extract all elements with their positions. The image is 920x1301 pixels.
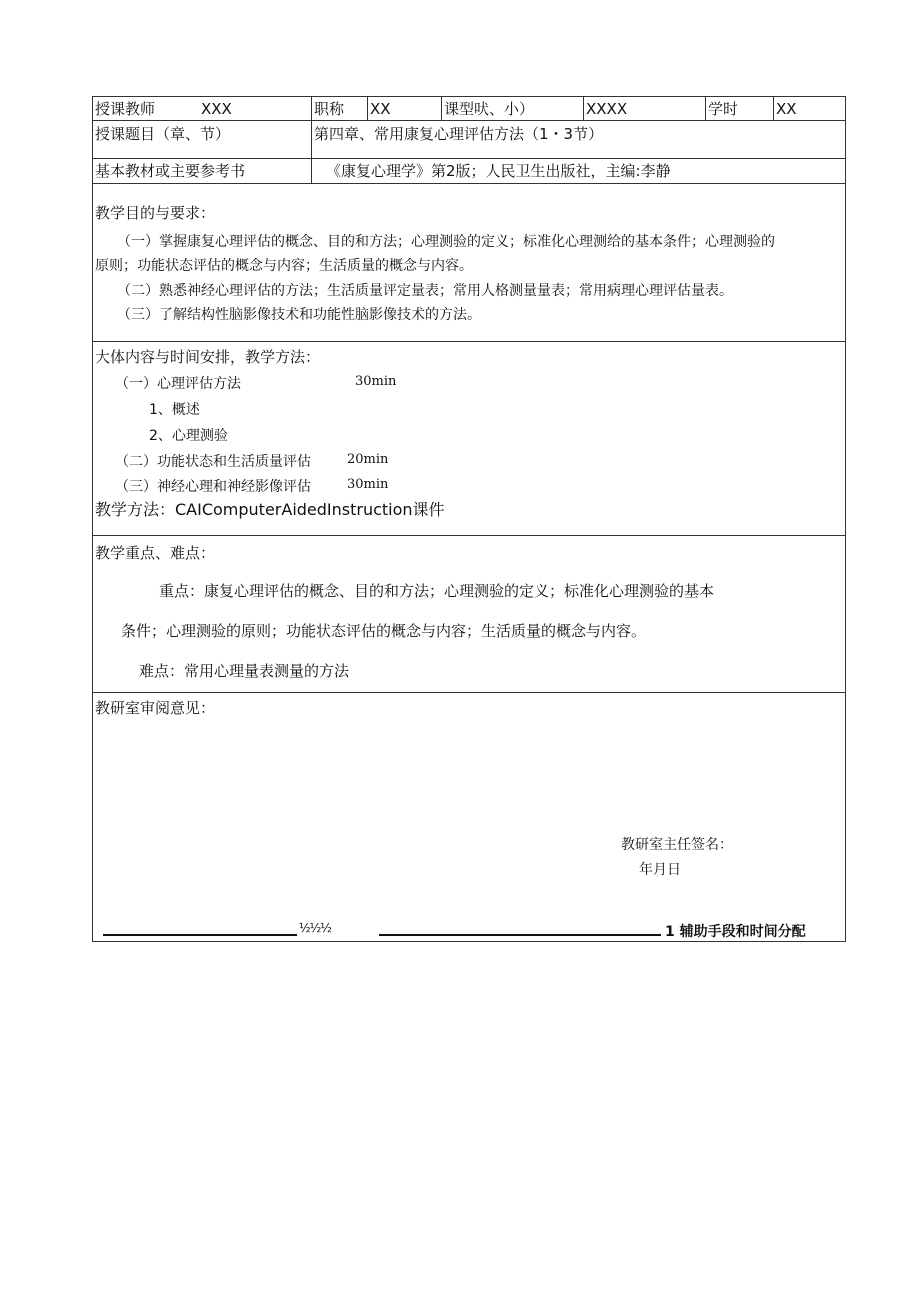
objectives-line-1: （一）掌握康复心理评估的概念、目的和方法；心理测验的定义；标准化心理测给的基本条件；心理测验的 — [117, 234, 775, 250]
key-points-heading: 教学重点、难点： — [95, 544, 216, 562]
difficult-points: 难点：常用心理量表测量的方法 — [139, 662, 350, 680]
schedule-section — [92, 342, 846, 536]
schedule-item-2-time: 20min — [347, 452, 389, 467]
footer-dash-left — [103, 934, 297, 936]
schedule-item-3: （三）神经心理和神经影像评估 — [115, 479, 311, 495]
topic-value: 第四章、常用康复心理评估方法（1・3节） — [311, 121, 845, 158]
teaching-method: 教学方法：CAIComputerAidedInstruction课件 — [95, 500, 445, 519]
date-label: 年月日 — [639, 862, 681, 878]
key-points-line-1: 重点：康复心理评估的概念、目的和方法；心理测验的定义；标准化心理测验的基本 — [159, 582, 715, 600]
textbook-value: 《康复心理学》第2版；人民卫生出版社，主编:李静 — [311, 159, 845, 183]
lesson-plan-table — [92, 96, 846, 942]
textbook-row — [92, 159, 846, 184]
schedule-item-3-time: 30min — [347, 477, 389, 492]
schedule-item-1-time: 30min — [355, 374, 397, 389]
schedule-sub-2: 2、心理测验 — [149, 428, 228, 444]
review-heading: 教研室审阅意见： — [95, 699, 216, 717]
topic-row — [92, 121, 846, 159]
schedule-sub-1: 1、概述 — [149, 402, 200, 418]
objectives-section — [92, 184, 846, 342]
hours-label: 学时 — [705, 97, 773, 120]
objectives-line-3: （二）熟悉神经心理评估的方法；生活质量评定量表；常用人格测量量表；常用病理心理评估量表。 — [117, 283, 733, 299]
schedule-heading: 大体内容与时间安排，教学方法： — [95, 348, 321, 366]
header-row — [92, 96, 846, 121]
teacher-value: XXX — [201, 100, 232, 118]
objectives-heading: 教学目的与要求： — [95, 204, 216, 222]
key-points-line-2: 条件；心理测验的原则；功能状态评估的概念与内容；生活质量的概念与内容。 — [121, 622, 647, 640]
hours-value: XX — [773, 97, 845, 120]
topic-label: 授课题目（章、节） — [95, 125, 231, 143]
title-value: XX — [367, 97, 441, 120]
textbook-label: 基本教材或主要参考书 — [95, 162, 246, 180]
schedule-item-2: （二）功能状态和生活质量评估 — [115, 454, 311, 470]
review-section — [92, 693, 846, 942]
footer-dash-right — [379, 934, 661, 936]
objectives-line-2: 原则；功能状态评估的概念与内容；生活质量的概念与内容。 — [95, 258, 473, 274]
signature-label: 教研室主任签名： — [621, 837, 733, 853]
objectives-line-4: （三）了解结构性脑影像技术和功能性脑影像技术的方法。 — [117, 307, 481, 323]
footer-garbled: ½½½ — [299, 921, 331, 935]
footer-text: 1 辅助手段和时间分配 — [665, 924, 806, 940]
teacher-label: 授课教师 — [95, 100, 156, 118]
schedule-item-1: （一）心理评估方法 — [115, 376, 241, 392]
course-type-label: 课型吠、小） — [441, 97, 583, 120]
title-label: 职称 — [311, 97, 367, 120]
course-type-value: XXXX — [583, 97, 705, 120]
key-points-section — [92, 536, 846, 693]
